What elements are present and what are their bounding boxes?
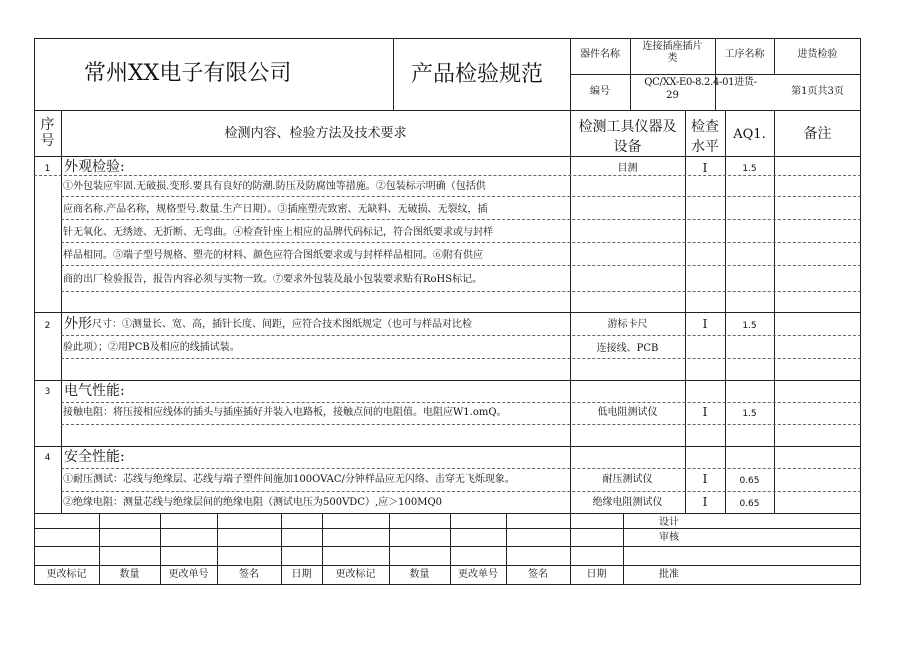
tool-cell: 连接线、PCB bbox=[596, 343, 659, 354]
row-line bbox=[61, 265, 861, 266]
signature-label: 签名 bbox=[239, 569, 259, 580]
row-line bbox=[61, 242, 861, 243]
requirement-text: 尺寸：①测量长、宽、高，插针长度、间距，应符合技术图纸规定（也可与样品对比检 bbox=[92, 319, 472, 330]
requirement-text: 商的出厂检验报告，报告内容必须与实物一致。⑦要求外包装及最小包装要求贴有RoHS标记。 bbox=[63, 274, 483, 285]
row-line bbox=[34, 175, 861, 176]
footer-line bbox=[34, 528, 861, 529]
row-line bbox=[61, 491, 861, 492]
header-bottom-line bbox=[34, 110, 861, 111]
tool-cell: 绝缘电阻测试仪 bbox=[592, 497, 663, 508]
row-line bbox=[61, 291, 861, 292]
date-label: 日期 bbox=[586, 569, 607, 580]
aql-cell: 0.65 bbox=[739, 476, 760, 486]
change-mark-label: 更改标记 bbox=[46, 569, 87, 580]
level-cell: I bbox=[702, 472, 708, 486]
section-line bbox=[34, 380, 861, 381]
row-line bbox=[61, 424, 861, 425]
design-label: 设计 bbox=[659, 517, 679, 528]
part-name-value: 连接插座插片 bbox=[642, 41, 703, 52]
section-title: 安全性能: bbox=[64, 449, 125, 465]
requirement-text: 样品相同。⑤端子型号规格、塑壳的材料、颜色应符合图纸要求或与封样样品相同。⑥附有供应 bbox=[63, 250, 483, 261]
part-name-label: 器件名称 bbox=[580, 49, 620, 60]
tool-cell: 游标卡尺 bbox=[607, 319, 648, 330]
footer-line bbox=[34, 565, 861, 566]
row-line bbox=[61, 358, 861, 359]
change-order-label: 更改单号 bbox=[168, 569, 209, 580]
approve-label: 批准 bbox=[659, 569, 679, 580]
row-line bbox=[61, 402, 861, 403]
col-tools: 检测工具仪器及 bbox=[578, 119, 677, 135]
tool-cell: 耐压测试仪 bbox=[602, 474, 653, 485]
section-title: 外观检验: bbox=[64, 159, 125, 175]
aql-cell: 0.65 bbox=[739, 499, 760, 509]
row-line bbox=[61, 219, 861, 220]
footer-line bbox=[34, 546, 861, 547]
review-label: 审核 bbox=[659, 532, 679, 543]
level-cell: I bbox=[702, 161, 708, 175]
tool-cell: 低电阻测试仪 bbox=[597, 407, 658, 418]
col-seq-2: 号 bbox=[40, 133, 55, 149]
col-aql: AQ1. bbox=[733, 127, 766, 142]
level-cell: I bbox=[702, 495, 708, 509]
quantity-label: 数量 bbox=[409, 569, 430, 580]
row-number: 2 bbox=[44, 321, 51, 331]
document-title: 产品检验规范 bbox=[411, 62, 544, 87]
section-title: 电气性能: bbox=[64, 383, 125, 399]
column-header-bottom-line bbox=[34, 156, 861, 157]
code-value-cont: 29 bbox=[666, 90, 679, 101]
row-number: 3 bbox=[44, 387, 51, 397]
footer-top-line bbox=[34, 513, 861, 514]
col-seq: 序 bbox=[40, 117, 55, 133]
row-number: 1 bbox=[44, 164, 51, 174]
signature-label: 签名 bbox=[528, 569, 548, 580]
process-value: 进货检验 bbox=[797, 49, 838, 60]
row-number: 4 bbox=[44, 453, 51, 463]
aql-cell: 1.5 bbox=[742, 164, 757, 174]
section-line bbox=[34, 312, 861, 313]
level-cell: I bbox=[702, 317, 708, 331]
row-line bbox=[61, 196, 861, 197]
aql-cell: 1.5 bbox=[742, 321, 757, 331]
change-order-label: 更改单号 bbox=[458, 569, 498, 580]
requirement-text: ②绝缘电阻：测量芯线与绝缘层间的绝缘电阻（测试电压为500VDC）,应＞100MQ0 bbox=[63, 497, 443, 508]
row-line bbox=[61, 335, 861, 336]
requirement-text: ①耐压测试：芯线与绝缘层、芯线与端子塑件间施加100OVAC/分钟样品应无闪络、击穿无飞烁现象。 bbox=[63, 474, 515, 485]
col-tools-2: 设备 bbox=[613, 139, 642, 155]
level-cell: I bbox=[702, 405, 708, 419]
col-remark: 备注 bbox=[803, 126, 832, 142]
change-mark-label: 更改标记 bbox=[335, 569, 376, 580]
inspection-spec-sheet bbox=[34, 38, 861, 585]
section-title: 外形 bbox=[64, 316, 92, 332]
quantity-label: 数量 bbox=[119, 569, 140, 580]
code-value: QC/XX-E0-8.2.4-01进货- bbox=[644, 77, 757, 88]
requirement-text: 应商名称.产品名称，规格型号.数量.生产日期）。③插座塑壳致密、无缺料、无破损、无裂纹，插 bbox=[63, 204, 488, 215]
col-level-2: 水平 bbox=[691, 139, 719, 155]
col-level: 检查 bbox=[691, 119, 719, 135]
row-line bbox=[61, 468, 861, 469]
tool-cell: 目测 bbox=[617, 163, 638, 174]
page-info: 第1页共3页 bbox=[791, 86, 844, 97]
company-name: 常州XX电子有限公司 bbox=[84, 61, 292, 86]
requirement-text: 针无氧化、无绣迹、无折断、无弯曲。④检查针座上相应的品牌代码标记，符合图纸要求或与封样 bbox=[63, 227, 493, 238]
section-line bbox=[34, 446, 861, 447]
aql-cell: 1.5 bbox=[742, 409, 757, 419]
requirement-text: 接触电阻：将压接相应线体的插头与插座插好并装入电路板，接触点间的电阻值。电阻应W1.omQ。 bbox=[63, 407, 507, 418]
header-divider bbox=[393, 38, 394, 110]
part-name-value-cont: 类 bbox=[667, 53, 678, 64]
process-label: 工序名称 bbox=[724, 49, 765, 60]
col-content: 检测内容、检验方法及技术要求 bbox=[224, 126, 407, 141]
requirement-text: ①外包装应牢固.无破损.变形.要具有良好的防潮.防压及防腐蚀等措施。②包装标示明确（包括供 bbox=[63, 181, 486, 192]
header-divider bbox=[570, 74, 861, 75]
code-label: 编号 bbox=[590, 86, 610, 97]
requirement-text: 验此项）；②用PCB及相应的线插试装。 bbox=[63, 342, 240, 353]
date-label: 日期 bbox=[291, 569, 312, 580]
